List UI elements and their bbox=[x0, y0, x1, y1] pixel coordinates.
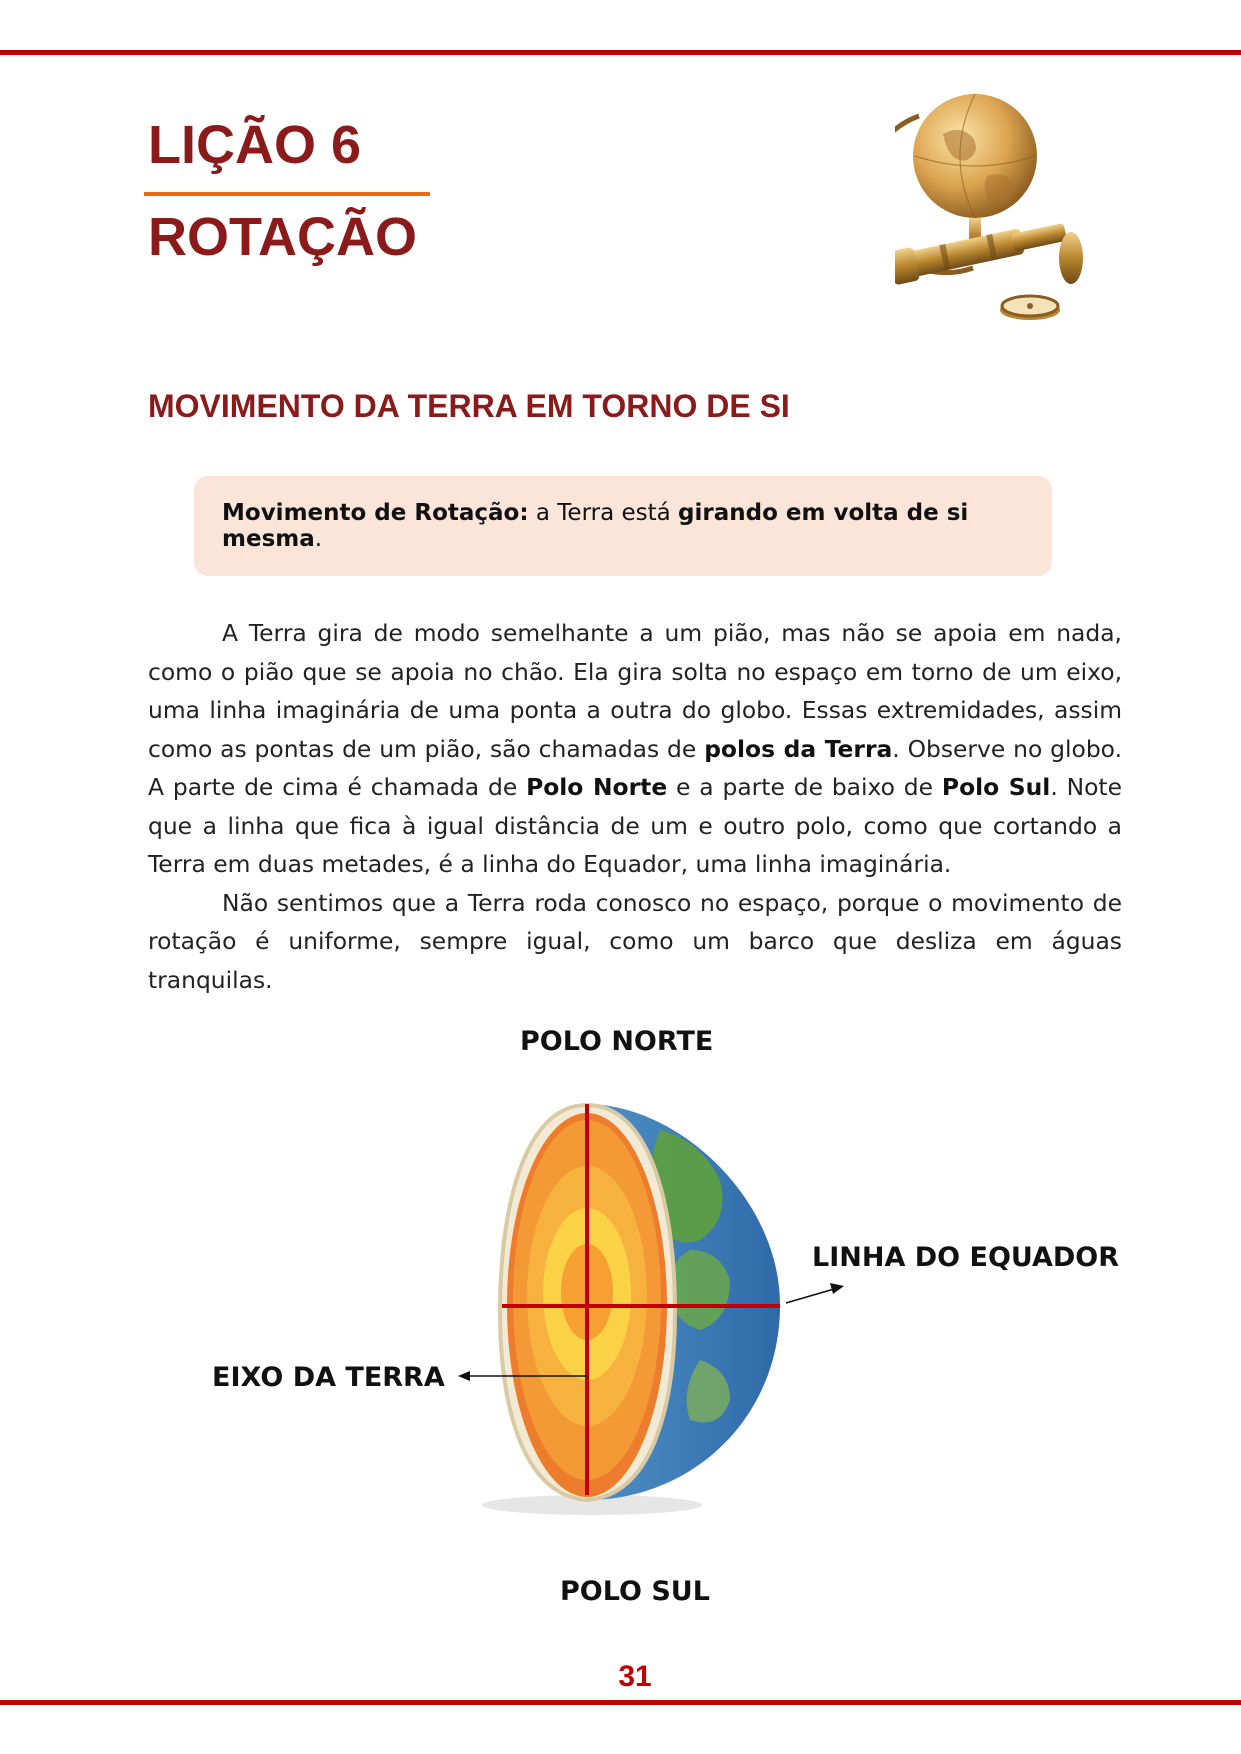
lesson-number: LIÇÃO 6 bbox=[148, 115, 362, 175]
definition-term: Movimento de Rotação: bbox=[222, 500, 529, 526]
section-heading: MOVIMENTO DA TERRA EM TORNO DE SI bbox=[148, 388, 790, 424]
paragraph-1-text-d: . Note que a linha que fica à igual distância de um e outro polo, como que cortando a Terra em duas metades, é a linha do Equador, uma linha imaginária. bbox=[148, 773, 1122, 878]
label-polo-norte: POLO NORTE bbox=[520, 1026, 714, 1057]
term-polo-sul: Polo Sul bbox=[941, 773, 1051, 801]
paragraph-1-text-b: . Observe no globo. A parte de cima é chamada de bbox=[148, 734, 1122, 801]
definition-text: a Terra está bbox=[528, 500, 679, 526]
label-eixo-da-terra: EIXO DA TERRA bbox=[212, 1362, 445, 1393]
lesson-title: ROTAÇÃO bbox=[148, 207, 417, 267]
definition-end: . bbox=[314, 526, 323, 552]
term-polo-norte: Polo Norte bbox=[526, 773, 668, 801]
definition-highlight: girando em volta de si mesma bbox=[222, 500, 969, 552]
label-linha-do-equador: LINHA DO EQUADOR bbox=[812, 1242, 1120, 1273]
label-polo-sul: POLO SUL bbox=[560, 1576, 710, 1607]
paragraph-2-text: Não sentimos que a Terra roda conosco no espaço, porque o movimento de rotação é uniforme, sempre igual, como um barco que desliza em águas tranquilas. bbox=[148, 888, 1122, 994]
paragraph-1-text-a: A Terra gira de modo semelhante a um pião, mas não se apoia em nada, como o pião que se apoia no chão. Ela gira solta no espaço em torno de um eixo, uma linha imaginária de uma ponta a outra do globo. Essas extremidades, assim como as pontas de um pião, são chamadas de bbox=[148, 619, 1122, 763]
paragraph-1-text-c: e a parte de baixo de bbox=[667, 773, 942, 801]
bottom-rule bbox=[0, 1700, 1241, 1705]
term-polos: polos da Terra bbox=[704, 734, 893, 763]
page-number: 31 bbox=[618, 1660, 652, 1693]
